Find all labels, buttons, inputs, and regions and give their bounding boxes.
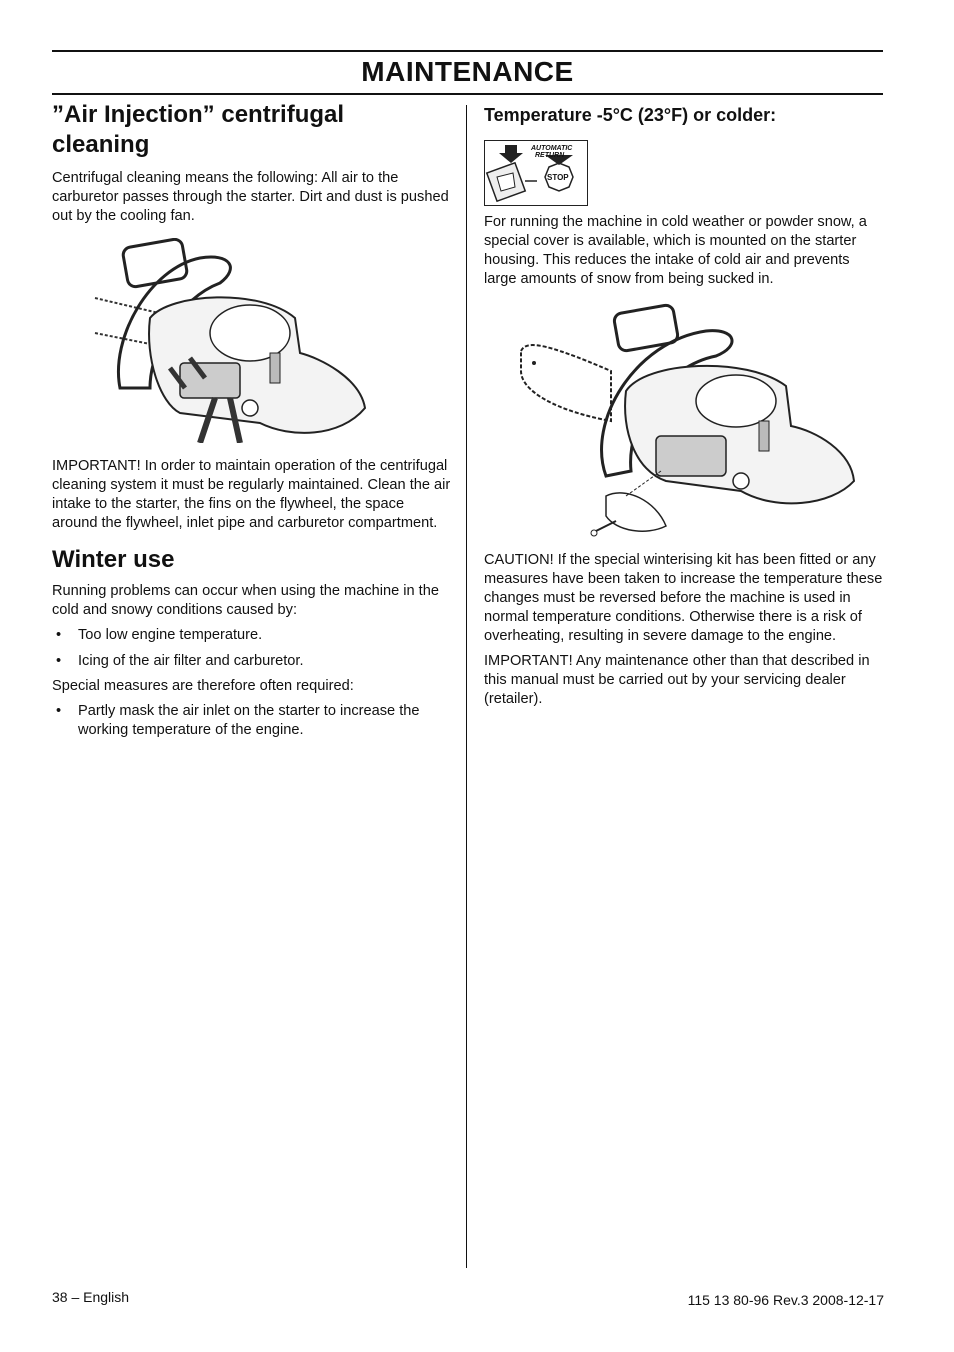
header-rule-top (52, 50, 883, 52)
winter-measures-list (52, 702, 452, 740)
section-title-winter-use: Winter use (52, 546, 175, 573)
section-title-air-injection: ”Air Injection” centrifugal cleaning (52, 101, 345, 158)
left-column (52, 100, 452, 740)
header-rule-bottom (52, 93, 883, 95)
chainsaw-airflow-illustration (90, 238, 452, 443)
list-item: • Partly mask the air inlet on the starter to increase the working temperature of the engine. (56, 703, 420, 738)
symbol-automatic-label: AUTOMATIC (531, 145, 573, 152)
paragraph-important-cleaning: IMPORTANT! In order to maintain operation of the centrifugal cleaning system it must be regularly maintained. Clean the air intake to the starter, the fins on the flywheel, the space around the flywheel, inlet pipe and carburetor compartment. (52, 458, 451, 531)
footer-page-number: 38 – English (52, 1289, 130, 1305)
symbol-return-label: RETURN (535, 152, 565, 159)
subtitle-temperature: Temperature -5°C (23°F) or colder: (484, 105, 777, 125)
winter-causes-list (52, 626, 452, 671)
chainsaw-winter-cover-illustration (516, 301, 884, 546)
paragraph-cold-weather-cover: For running the machine in cold weather or powder snow, a special cover is available, which is mounted on the starter housing. This reduces the intake of cold air and prevents large amounts of snow from being sucked in. (484, 214, 867, 287)
list-item: • Too low engine temperature. (56, 627, 263, 643)
paragraph-centrifugal-intro: Centrifugal cleaning means the following: All air to the carburetor passes through the starter. Dirt and dust is pushed out by the cooling fan. (52, 170, 449, 224)
paragraph-important-servicing: IMPORTANT! Any maintenance other than that described in this manual must be carried out by your servicing dealer (retailer). (484, 653, 870, 707)
page-header-title: MAINTENANCE (361, 56, 574, 87)
paragraph-winter-intro: Running problems can occur when using the machine in the cold and snowy conditions caused by: (52, 583, 439, 618)
column-divider (466, 105, 467, 1268)
footer-document-id: 115 13 80-96 Rev.3 2008-12-17 (687, 1292, 884, 1308)
paragraph-caution-winterising: CAUTION! If the special winterising kit has been fitted or any measures have been taken to increase the temperature these changes must be reversed before the machine is used in normal temperature conditions. Otherwise there is a risk of overheating, resulting in severe damage to the engine. (484, 552, 883, 644)
choke-stop-symbol (484, 140, 588, 206)
right-column (484, 103, 884, 709)
symbol-stop-label: STOP (547, 173, 569, 182)
paragraph-special-measures: Special measures are therefore often required: (52, 678, 354, 694)
list-item: • Icing of the air filter and carburetor. (56, 653, 304, 669)
